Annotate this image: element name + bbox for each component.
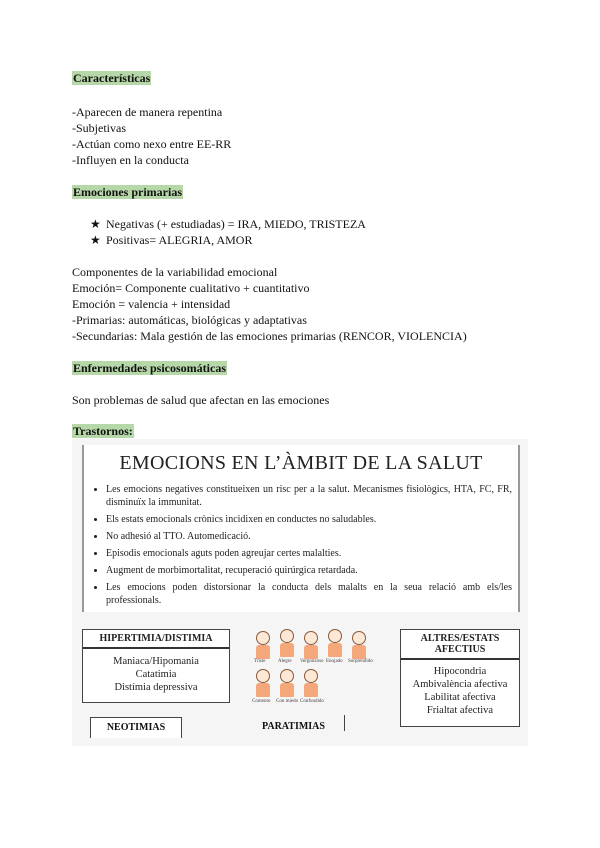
slide-bullet: • Episodis emocionals aguts poden agreujar certes malalties. — [106, 547, 512, 560]
emotion-figures — [250, 629, 380, 709]
altres-item: Frialtat afectiva — [426, 705, 494, 716]
text-line: Emoción= Componente cualitativo + cuantitativo — [72, 281, 310, 295]
emotion-label: Sorprendido — [348, 659, 373, 664]
emotion-label: Triste — [254, 659, 266, 664]
hipertimia-item: Maniaca/Hipomania — [113, 656, 199, 667]
emotion-figure-icon — [302, 669, 320, 697]
hipertimia-item: Catatimia — [135, 669, 177, 680]
list-item: -Aparecen de manera repentina — [72, 105, 223, 119]
star-list-item: ★ Negativas (+ estudiadas) = IRA, MIEDO, TRISTEZA — [90, 217, 366, 231]
emotion-figure-icon — [326, 629, 344, 657]
slide-bullet: • Els estats emocionals crònics incidixen en conductes no saludables. — [106, 513, 512, 526]
emotion-label: Confundido — [300, 699, 324, 704]
emotion-label: Vergonzoso — [300, 659, 324, 664]
altres-item: Hipocondria — [433, 666, 487, 677]
hipertimia-box — [82, 629, 230, 703]
hipertimia-item: Distímia depressiva — [114, 682, 198, 693]
slide-bullet: • Augment de morbimortalitat, recuperació quirúrgica retardada. — [106, 564, 512, 577]
emotion-figure-icon — [350, 631, 368, 659]
hipertimia-heading: HIPERTIMIA/DISTIMIA — [83, 630, 229, 649]
altres-item: Labilitat afectiva — [424, 692, 496, 703]
star-icon: ★ — [90, 217, 101, 231]
altres-heading: ALTRES/ESTATS AFECTIUS — [401, 630, 519, 660]
emotion-label: Alegre — [278, 659, 292, 664]
divider — [344, 715, 345, 731]
emotion-figure-icon — [302, 631, 320, 659]
text-line: Componentes de la variabilidad emocional — [72, 265, 278, 279]
list-item: -Influyen en la conducta — [72, 153, 189, 167]
slide-bullet: • No adhesió al TTO. Automedicació. — [106, 530, 512, 543]
text-line: -Secundarias: Mala gestión de las emociones primarias (RENCOR, VIOLENCIA) — [72, 329, 467, 343]
text-line: Emoción = valencia + intensidad — [72, 297, 231, 311]
slide-title: EMOCIONS EN L’ÀMBIT DE LA SALUT — [119, 452, 483, 474]
list-item: -Subjetivas — [72, 121, 126, 135]
paratimias-label: PARATIMIAS — [262, 721, 325, 732]
emotion-figure-icon — [254, 669, 272, 697]
slide-image — [72, 439, 528, 746]
emotion-figure-icon — [278, 629, 296, 657]
neotimias-label: NEOTIMIAS — [90, 717, 182, 738]
star-icon: ★ — [90, 233, 101, 247]
section-heading-trastornos: Trastornos: — [73, 424, 133, 438]
slide-bullet: • Les emocions negatives constitueixen un risc per a la salut. Mecanismes fisiològics, HTA, FC, FR, disminuïx la immunitat. — [106, 483, 512, 509]
emotion-label: Enojado — [326, 659, 343, 664]
slide-title-box — [82, 445, 520, 481]
emotion-label: Contento — [252, 699, 271, 704]
star-list-item: ★ Positivas= ALEGRIA, AMOR — [90, 233, 253, 247]
emotion-figure-icon — [254, 631, 272, 659]
text-line: -Primarias: automáticas, biológicas y adaptativas — [72, 313, 307, 327]
list-item: -Actúan como nexo entre EE-RR — [72, 137, 232, 151]
slide-bullet: • Les emocions poden distorsionar la conducta dels malalts en la seua relació amb els/les professionals. — [106, 581, 512, 607]
section-heading-caracteristicas: Características — [73, 71, 151, 85]
text-line: Son problemas de salud que afectan en las emociones — [72, 393, 330, 407]
emotion-figure-icon — [278, 669, 296, 697]
altres-item: Ambivalència afectiva — [412, 679, 508, 690]
section-heading-emociones-primarias: Emociones primarias — [73, 185, 182, 199]
emotion-label: Con miedo — [276, 699, 299, 704]
section-heading-enfermedades: Enfermedades psicosomáticas — [73, 361, 226, 375]
slide-bullet-list — [82, 481, 520, 612]
altres-box — [400, 629, 520, 727]
